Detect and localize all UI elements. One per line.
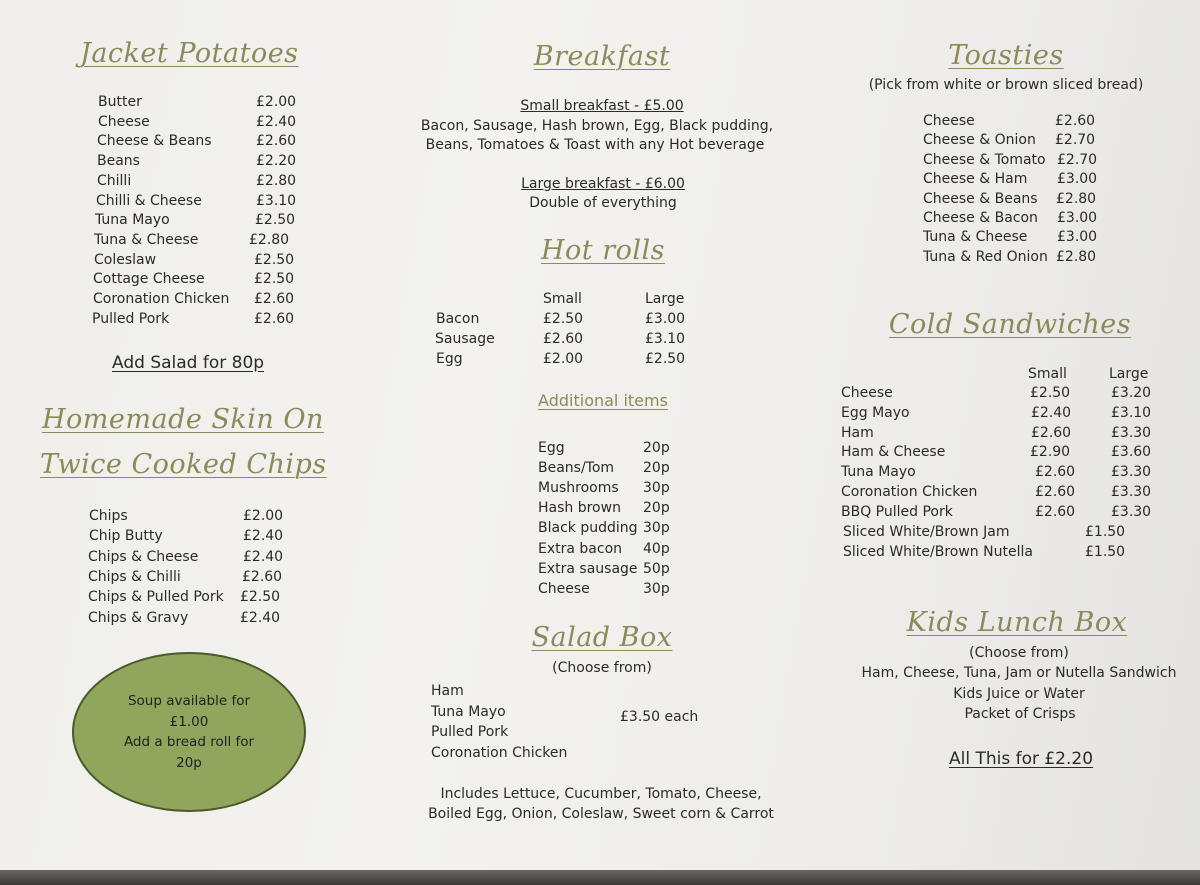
small-breakfast-label: Small breakfast - £5.00 [520, 98, 684, 114]
item-name: Mushrooms [538, 480, 619, 497]
item-name: BBQ Pulled Pork [841, 503, 953, 520]
item-price: £2.40 [240, 609, 281, 626]
item-price: £2.00 [256, 94, 297, 110]
item-name: Cheese & Tomato [923, 151, 1046, 168]
item-name: Hash brown [538, 500, 621, 517]
item-price: £3.10 [1111, 404, 1152, 421]
item-price: 20p [643, 500, 670, 517]
hot-rolls-small-header: Small [543, 291, 582, 307]
soup-badge [72, 652, 306, 812]
item-price: £3.00 [1057, 171, 1098, 188]
soup-line: 20p [176, 754, 202, 771]
item-name: Cheese & Onion [923, 132, 1036, 149]
item-price: £3.10 [256, 192, 297, 209]
item-price: £2.60 [1035, 503, 1076, 520]
item-name: Sausage [435, 330, 495, 347]
item-name: Chip Butty [89, 528, 163, 545]
item-name: Egg Mayo [841, 404, 910, 421]
salad-includes: Boiled Egg, Onion, Coleslaw, Sweet corn & Carrot [428, 806, 774, 822]
salad-box-subtitle: (Choose from) [552, 660, 652, 676]
item-name: Egg [436, 350, 463, 367]
item-price: £2.40 [1031, 404, 1072, 421]
item-name: Chilli [97, 172, 132, 189]
item-name: Tuna Mayo [95, 212, 170, 229]
salad-box-price: £3.50 each [620, 709, 699, 725]
item-name: Pulled Pork [92, 310, 170, 327]
large-breakfast-desc: Double of everything [529, 195, 677, 211]
small-breakfast-desc: Bacon, Sausage, Hash brown, Egg, Black pudding, [420, 118, 774, 134]
item-price: £2.60 [242, 568, 283, 585]
item-price: £3.30 [1111, 464, 1152, 481]
item-name: Butter [98, 94, 142, 110]
item-price: £2.50 [255, 212, 296, 229]
item-name: Cheese & Bacon [923, 210, 1038, 226]
item-price: £3.00 [1057, 210, 1098, 226]
item-name: Pulled Pork [431, 724, 509, 740]
item-price: £2.00 [543, 350, 584, 367]
item-price: £3.10 [645, 330, 686, 347]
item-price: £2.50 [254, 271, 295, 288]
item-name: Chips & Chilli [88, 568, 181, 585]
item-price: £2.80 [1056, 190, 1097, 207]
item-price: 30p [643, 580, 670, 597]
item-price: 50p [643, 560, 670, 577]
soup-line: Add a bread roll for [123, 734, 255, 750]
item-price: 30p [643, 480, 670, 497]
cold-small-header: Small [1028, 366, 1067, 382]
item-price: £2.60 [1031, 424, 1072, 441]
item-price: £2.90 [1030, 444, 1071, 461]
item-price: £2.20 [256, 153, 297, 170]
item-price: 20p [643, 460, 670, 477]
item-price: £2.60 [1055, 113, 1096, 129]
hot-rolls-large-header: Large [645, 291, 685, 307]
kids-line: Ham, Cheese, Tuna, Jam or Nutella Sandwich [861, 665, 1177, 681]
item-name: Chips & Gravy [88, 609, 189, 626]
item-name: Chips & Pulled Pork [88, 589, 224, 606]
item-name: Chips [89, 508, 128, 524]
item-price: £3.00 [645, 311, 686, 327]
item-name: Coronation Chicken [431, 744, 568, 761]
item-price: £2.40 [256, 113, 297, 130]
item-name: Cottage Cheese [93, 271, 205, 288]
jacket-potatoes-heading: Jacket Potatoes [80, 38, 299, 69]
large-breakfast-label: Large breakfast - £6.00 [521, 176, 685, 192]
chips-heading-line2: Twice Cooked Chips [40, 449, 327, 480]
item-price: £2.80 [1056, 248, 1097, 265]
item-price: £2.60 [1035, 464, 1076, 481]
item-price: £2.50 [240, 589, 281, 606]
item-name: Ham & Cheese [841, 444, 946, 461]
item-name: Beans/Tom [538, 460, 615, 477]
item-price: £2.60 [543, 330, 584, 347]
item-price: £3.20 [1111, 385, 1152, 401]
item-name: Extra sausage [538, 560, 638, 577]
item-price: £2.40 [243, 528, 284, 545]
item-name: Cheese & Ham [923, 171, 1028, 188]
item-price: £2.80 [249, 231, 290, 248]
item-name: Tuna & Cheese [94, 231, 199, 248]
item-price: £2.50 [1030, 385, 1071, 401]
table-edge [0, 870, 1200, 885]
salad-includes: Includes Lettuce, Cucumber, Tomato, Cheese, [440, 786, 762, 802]
item-price: £2.00 [243, 508, 284, 524]
item-name: Tuna Mayo [431, 703, 506, 720]
item-price: 40p [643, 540, 670, 557]
item-name: Bacon [436, 311, 480, 327]
kids-subtitle: (Choose from) [969, 645, 1069, 661]
item-price: 30p [643, 520, 670, 537]
item-price: £2.70 [1057, 151, 1098, 168]
item-name: Chilli & Cheese [96, 192, 202, 209]
item-price: £3.60 [1111, 444, 1152, 461]
item-name: Cheese [98, 113, 150, 130]
item-price: £2.50 [254, 251, 295, 268]
item-price: £3.00 [1057, 229, 1098, 246]
item-name: Black pudding [538, 520, 638, 537]
item-price: £2.60 [1035, 484, 1076, 500]
item-price: £1.50 [1085, 544, 1126, 560]
item-price: £2.60 [254, 310, 295, 327]
item-name: Cheese [841, 385, 893, 401]
item-name: Sliced White/Brown Nutella [843, 544, 1033, 560]
item-name: Chips & Cheese [88, 548, 199, 565]
soup-line: Soup available for [127, 693, 251, 709]
breakfast-heading: Breakfast [533, 41, 671, 72]
item-price: £2.60 [254, 291, 295, 307]
item-name: Coronation Chicken [841, 484, 978, 500]
item-price: £2.50 [645, 350, 686, 367]
item-name: Tuna & Cheese [923, 229, 1028, 246]
additional-items-heading: Additional items [538, 391, 668, 410]
small-breakfast-desc: Beans, Tomatoes & Toast with any Hot beverage [425, 137, 765, 153]
item-name: Egg [538, 440, 565, 456]
item-name: Cheese [923, 113, 975, 129]
soup-line: £1.00 [169, 713, 209, 730]
item-price: £3.30 [1111, 484, 1152, 500]
item-price: £2.60 [256, 133, 297, 150]
item-name: Cheese & Beans [923, 190, 1038, 207]
item-name: Ham [431, 683, 464, 699]
item-name: Tuna Mayo [841, 464, 916, 481]
item-name: Coronation Chicken [93, 291, 230, 307]
item-name: Cheese & Beans [97, 133, 212, 150]
salad-box-heading: Salad Box [531, 622, 673, 653]
item-name: Beans [97, 153, 140, 170]
toasties-subtitle: (Pick from white or brown sliced bread) [868, 77, 1144, 93]
item-price: £1.50 [1085, 524, 1126, 540]
item-price: £2.70 [1055, 132, 1096, 149]
item-price: 20p [643, 440, 670, 456]
item-name: Cheese [538, 580, 590, 597]
toasties-heading: Toasties [948, 40, 1064, 71]
item-price: £2.80 [256, 172, 297, 189]
hot-rolls-heading: Hot rolls [540, 235, 666, 266]
item-name: Ham [841, 424, 874, 441]
cold-sandwiches-heading: Cold Sandwiches [888, 309, 1132, 340]
item-name: Sliced White/Brown Jam [843, 524, 1010, 540]
chips-heading-line1: Homemade Skin On [42, 404, 324, 435]
kids-line: Packet of Crisps [964, 706, 1076, 722]
item-price: £2.40 [243, 548, 284, 565]
cold-large-header: Large [1109, 366, 1149, 382]
item-price: £3.30 [1111, 503, 1152, 520]
item-name: Extra bacon [538, 540, 623, 557]
kids-line: Kids Juice or Water [953, 686, 1085, 702]
kids-offer: All This for £2.20 [948, 749, 1094, 769]
add-salad-note: Add Salad for 80p [112, 353, 265, 373]
item-name: Tuna & Red Onion [923, 248, 1048, 265]
item-price: £3.30 [1111, 424, 1152, 441]
kids-lunch-box-heading: Kids Lunch Box [906, 607, 1128, 638]
item-name: Coleslaw [94, 251, 157, 268]
item-price: £2.50 [543, 311, 584, 327]
